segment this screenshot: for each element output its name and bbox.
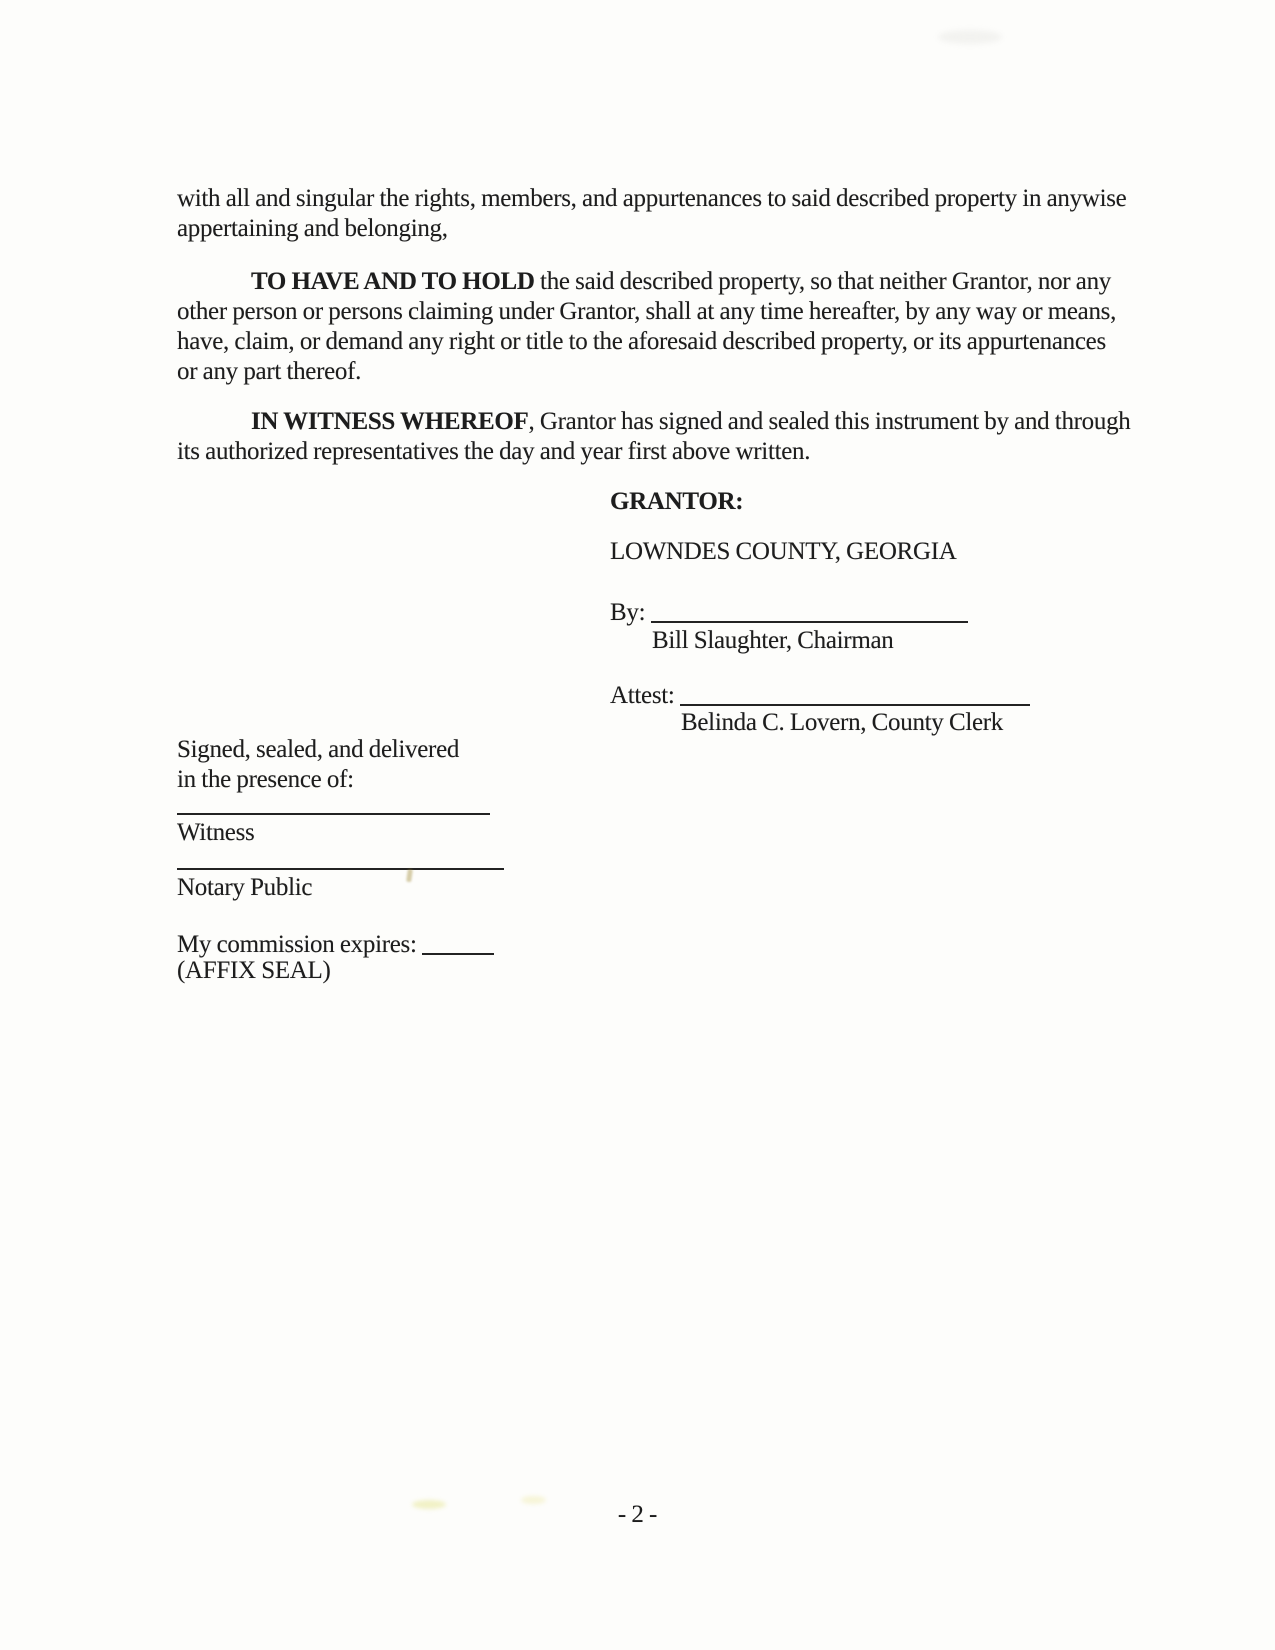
paragraph-line: or any part thereof. [177, 358, 362, 385]
by-line [610, 596, 968, 628]
attest-signature-line [680, 682, 1030, 706]
witness-whereof-heading: IN WITNESS WHEREOF [251, 408, 529, 435]
commission-date-line [422, 931, 494, 955]
paragraph-text: , Grantor has signed and sealed this instrument by and through [528, 408, 1131, 435]
commission-expires-label: My commission expires: [177, 931, 417, 958]
witness-intro-line: Signed, sealed, and delivered [177, 736, 460, 763]
paragraph-line [177, 407, 1130, 437]
scan-tick-mark [406, 869, 413, 883]
paragraph-line [177, 267, 1116, 297]
paragraph-text: the said described property, so that neither Grantor, nor any [534, 268, 1111, 295]
page-number: - 2 - [617, 1501, 658, 1528]
paragraph-appurtenances [177, 184, 1126, 244]
by-signature-line [651, 599, 968, 623]
grantor-heading: GRANTOR: [610, 488, 744, 515]
by-label: By: [610, 599, 646, 626]
witness-signature-line [177, 813, 490, 815]
affix-seal-note: (AFFIX SEAL) [177, 957, 331, 984]
grantor-name: LOWNDES COUNTY, GEORGIA [610, 538, 957, 565]
scan-smudge [938, 30, 1002, 44]
attest-line [610, 679, 1030, 711]
witness-label: Witness [177, 819, 255, 846]
attest-signatory-name: Belinda C. Lovern, County Clerk [681, 709, 1003, 736]
paragraph-line: other person or persons claiming under Grantor, shall at any time hereafter, by any way or means, [177, 298, 1117, 325]
paragraph-witness-whereof [177, 407, 1130, 467]
paragraph-line: appertaining and belonging, [177, 215, 448, 242]
attest-label: Attest: [610, 682, 675, 709]
by-signatory-name: Bill Slaughter, Chairman [652, 627, 894, 654]
paragraph-habendum [177, 267, 1116, 387]
paragraph-line: have, claim, or demand any right or title to the aforesaid described property, or its appurtenances [177, 328, 1106, 355]
paragraph-line: its authorized representatives the day and year first above written. [177, 438, 811, 465]
habendum-clause-heading: TO HAVE AND TO HOLD [251, 268, 535, 295]
paragraph-line: with all and singular the rights, members, and appurtenances to said described property in anywise [177, 185, 1127, 212]
notary-signature-line [177, 868, 504, 870]
notary-label: Notary Public [177, 874, 313, 901]
witness-intro-line: in the presence of: [177, 766, 354, 793]
witness-intro [177, 735, 459, 795]
